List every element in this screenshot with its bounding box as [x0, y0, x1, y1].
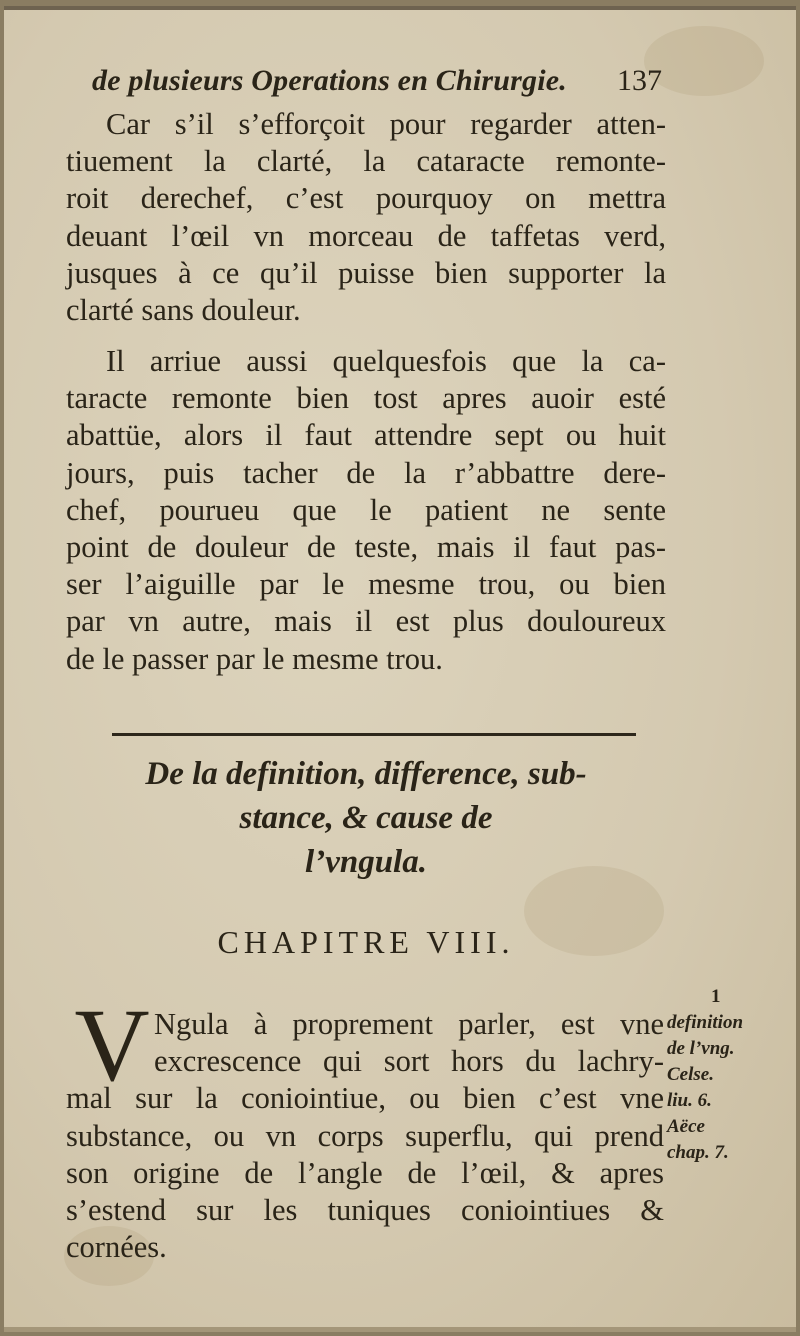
margin-note: definition: [667, 1012, 744, 1033]
text-line: Il arriue aussi quelquesfois que la ca-: [106, 344, 666, 378]
margin-note: de l’vng.: [667, 1038, 735, 1059]
text-line: cornées.: [66, 1230, 167, 1265]
section-title-line: l’vngula.: [305, 844, 427, 880]
text-line: Car s’il s’efforçoit pour regarder atten-: [106, 107, 666, 141]
text-line: Ngula à proprement parler, est vne: [154, 1007, 664, 1041]
text-line: point de douleur de teste, mais il faut pas-: [66, 530, 666, 565]
margin-note-number: 1: [711, 986, 721, 1007]
text-line: roit derechef, c’est pourquoy on mettra: [66, 181, 666, 216]
margin-note: Celse.: [667, 1064, 714, 1085]
text-line: chef, pourueu que le patient ne sente: [66, 492, 666, 527]
section-divider: [112, 733, 636, 736]
section-title: [66, 752, 666, 884]
section-title-line: De la definition, difference, sub-: [145, 756, 587, 792]
text-line: deuant l’œil vn morceau de taffetas verd,: [66, 218, 666, 253]
text-line: mal sur la coniointiue, ou bien c’est vne: [66, 1081, 664, 1116]
page-bottom-edge: [4, 1327, 796, 1332]
margin-notes: [667, 984, 792, 1166]
section-title-line: stance, & cause de: [239, 800, 493, 836]
page-top-edge: [4, 6, 796, 10]
text-line: ser l’aiguille par le mesme trou, ou bien: [66, 567, 666, 602]
text-line: jusques à ce qu’il puisse bien supporter la: [66, 255, 666, 290]
running-head: de plusieurs Operations en Chirurgie.: [92, 64, 567, 97]
paper-stain: [644, 26, 764, 96]
chapter-text: [66, 1006, 664, 1266]
text-line: son origine de l’angle de l’œil, & apres: [66, 1155, 664, 1190]
paragraph-2: [66, 343, 666, 678]
text-line: abattüe, alors il faut attendre sept ou huit: [66, 418, 666, 453]
margin-note: liu. 6.: [667, 1090, 712, 1111]
text-line: de le passer par le mesme trou.: [66, 641, 443, 676]
text-line: clarté sans douleur.: [66, 293, 301, 328]
text-line: taracte remonte bien tost apres auoir esté: [66, 381, 666, 416]
text-line: s’estend sur les tuniques coniointiues &: [66, 1193, 664, 1228]
paragraph-1: [66, 106, 666, 329]
text-line: par vn autre, mais il est plus douloureux: [66, 604, 666, 639]
margin-note: Aëce: [667, 1116, 705, 1137]
chapter-heading: CHAPITRE VIII.: [217, 924, 515, 960]
text-line: jours, puis tacher de la r’abbattre dere-: [66, 455, 666, 490]
page-number: 137: [617, 64, 662, 97]
page-header: [92, 64, 662, 104]
drop-cap-letter: V: [74, 1002, 150, 1086]
margin-note: chap. 7.: [667, 1142, 729, 1163]
text-line: substance, ou vn corps superflu, qui prend: [66, 1118, 664, 1153]
text-line: tiuement la clarté, la cataracte remonte-: [66, 144, 666, 179]
book-page: [4, 6, 796, 1332]
text-line: excrescence qui sort hors du lachry-: [154, 1044, 664, 1079]
